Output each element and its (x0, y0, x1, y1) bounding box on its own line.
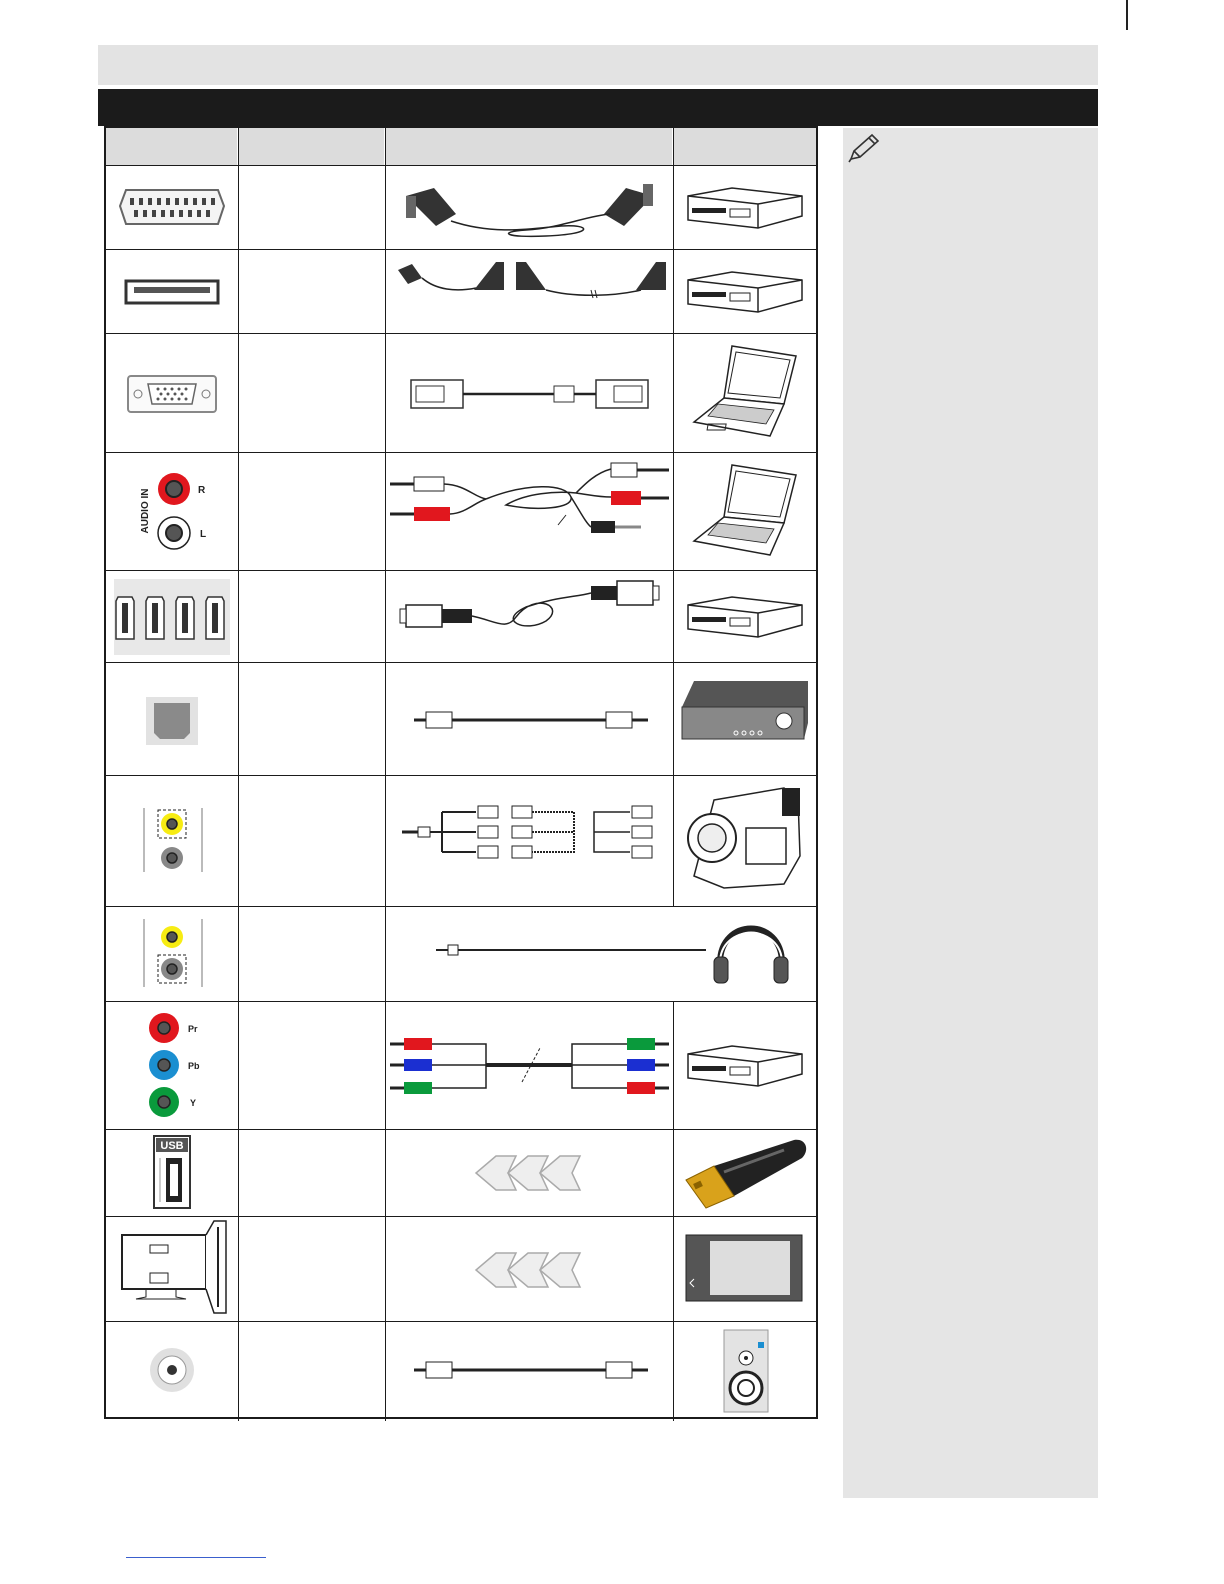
subwoofer-icon (674, 1322, 816, 1419)
table-row (106, 453, 816, 570)
headphone-port-icon (106, 907, 238, 1001)
connections-table (104, 126, 818, 1419)
hdmi-cable-icon (386, 571, 673, 662)
cam-module-icon (674, 1217, 816, 1321)
component-cable-icon (386, 1002, 673, 1129)
audio-in-label: AUDIO IN (140, 488, 151, 534)
av-port-icon (106, 776, 238, 906)
insert-arrows-icon (386, 1217, 673, 1321)
audio-in-port-icon (106, 453, 238, 570)
insert-arrows-icon (386, 1130, 673, 1216)
spdif-port-icon (106, 663, 238, 775)
headphones-icon (696, 907, 806, 1001)
subwoofer-port-icon (106, 1322, 238, 1419)
dvd-recorder-icon (674, 571, 816, 662)
table-row (106, 571, 816, 662)
table-row (106, 663, 816, 775)
table-row (106, 250, 816, 333)
usb-port-icon (106, 1130, 238, 1216)
section-title-bar (98, 89, 1098, 126)
usb-stick-icon (674, 1130, 816, 1216)
dvd-recorder-icon (674, 1002, 816, 1129)
table-row (106, 1322, 816, 1419)
table-row (106, 1217, 816, 1321)
y-label: Y (190, 1098, 197, 1108)
table-header-cables (386, 128, 673, 165)
table-header-type (239, 128, 385, 165)
usb-label: USB (160, 1140, 184, 1152)
hdmi-to-scart-cable-icon (386, 250, 673, 333)
table-row (106, 907, 816, 1001)
notes-panel (843, 128, 1098, 1498)
right-channel-label: R (198, 485, 206, 496)
table-header-connector (106, 128, 238, 165)
table-row (106, 166, 816, 249)
amplifier-icon (674, 663, 816, 775)
page-header-band (98, 45, 1098, 85)
left-channel-label: L (200, 529, 207, 540)
vga-cable-icon (386, 334, 673, 452)
scart-port-icon (106, 166, 238, 249)
table-row (106, 1002, 816, 1129)
pencil-note-icon (845, 131, 885, 165)
table-row (106, 776, 816, 906)
hdmi-port-icon (106, 250, 238, 333)
audio-cable-icon (386, 453, 673, 570)
footer-link-underline[interactable] (126, 1557, 266, 1558)
hdmi-ports-icon (106, 571, 238, 662)
scart-cable-icon (386, 166, 673, 249)
table-row (106, 1130, 816, 1216)
component-port-icon (106, 1002, 238, 1129)
ci-slot-icon (106, 1217, 238, 1321)
coax-cable-icon (386, 1322, 673, 1419)
av-cable-icon (386, 776, 673, 906)
dvd-recorder-icon (674, 166, 816, 249)
coax-cable-icon (386, 663, 673, 775)
pb-label: Pb (188, 1061, 200, 1071)
laptop-icon (674, 453, 816, 570)
table-row (106, 334, 816, 452)
vga-port-icon (106, 334, 238, 452)
camcorder-icon (674, 776, 816, 906)
dvd-recorder-icon (674, 250, 816, 333)
page-crop-mark (1126, 0, 1128, 30)
laptop-icon (674, 334, 816, 452)
pr-label: Pr (188, 1024, 198, 1034)
table-header-device (674, 128, 816, 165)
